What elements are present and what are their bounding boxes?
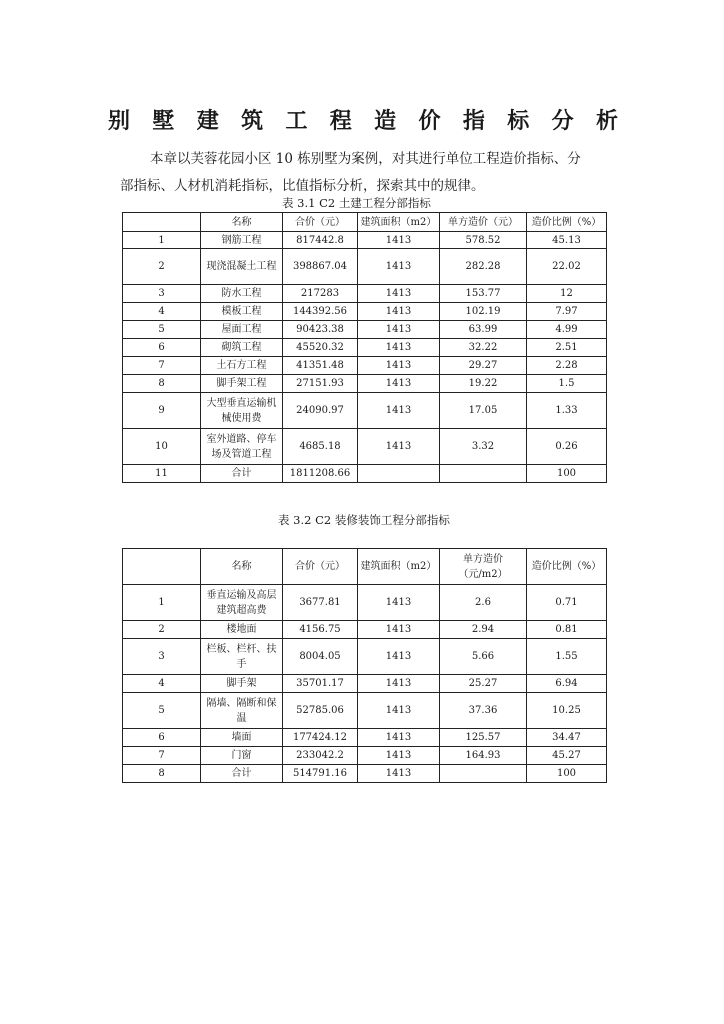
table-cell: 1413 [358,585,440,621]
table-cell: 防水工程 [201,285,283,303]
table-row [123,765,607,783]
intro-line-2: 部指标、人材机消耗指标，比值指标分析，探索其中的规律。 [120,178,485,194]
table-cell: 37.36 [440,693,527,729]
table-cell: 153.77 [440,285,527,303]
table-cell: 34.47 [527,729,607,747]
table-cell: 1.33 [527,393,607,429]
title-char: 指 [462,108,485,134]
table-cell: 6.94 [527,675,607,693]
table-cell: 41351.48 [283,357,358,375]
column-header: 合价（元） [283,213,358,232]
table-cell: 10.25 [527,693,607,729]
table-cell: 1413 [358,357,440,375]
table-cell: 7 [123,357,201,375]
table-cell: 4156.75 [283,621,358,639]
title-char: 价 [418,108,441,134]
table-cell: 29.27 [440,357,527,375]
table-cell: 0.71 [527,585,607,621]
table-cell: 398867.04 [283,249,358,285]
table-row [123,232,607,249]
table-cell: 12 [527,285,607,303]
table-cell: 4685.18 [283,429,358,465]
table-cell: 0.81 [527,621,607,639]
table-row [123,357,607,375]
table-cell: 217283 [283,285,358,303]
table-cell: 脚手架 [201,675,283,693]
table-cell: 3 [123,639,201,675]
table-cell: 脚手架工程 [201,375,283,393]
table-decoration-works [122,548,607,783]
title-char: 别 [108,108,131,134]
table-cell: 钢筋工程 [201,232,283,249]
column-header: 单方造价（元） [440,213,527,232]
title-char: 墅 [152,108,175,134]
title-char: 析 [595,108,618,134]
table-cell: 514791.16 [283,765,358,783]
table-cell: 1 [123,585,201,621]
table-cell: 模板工程 [201,303,283,321]
table-cell: 1413 [358,339,440,357]
table-cell: 6 [123,729,201,747]
table-cell: 3 [123,285,201,303]
table1-caption: 表 3.1 C2 土建工程分部指标 [282,196,431,210]
table-civil-works [122,212,607,483]
table-cell: 1413 [358,321,440,339]
table-cell: 282.28 [440,249,527,285]
table-cell: 墙面 [201,729,283,747]
table-cell: 10 [123,429,201,465]
table-cell: 1413 [358,729,440,747]
table-row [123,393,607,429]
table-cell: 0.26 [527,429,607,465]
table-row [123,675,607,693]
table-cell: 屋面工程 [201,321,283,339]
table-row [123,747,607,765]
title-char: 筑 [241,108,264,134]
table-cell: 2.94 [440,621,527,639]
table-cell: 大型垂直运输机械使用费 [201,393,283,429]
table-row [123,429,607,465]
intro-line-1: 本章以芙蓉花园小区 10 栋别墅为案例，对其进行单位工程造价指标、分 [150,151,581,167]
table-cell: 100 [527,765,607,783]
table-cell: 现浇混凝土工程 [201,249,283,285]
table-cell: 室外道路、停车场及管道工程 [201,429,283,465]
table-cell: 52785.06 [283,693,358,729]
table-cell: 楼地面 [201,621,283,639]
table-cell: 817442.8 [283,232,358,249]
table-cell: 1413 [358,639,440,675]
column-header: 合价（元） [283,549,358,585]
table-cell: 125.57 [440,729,527,747]
table-cell: 门窗 [201,747,283,765]
table-cell: 27151.93 [283,375,358,393]
column-header: 名称 [201,213,283,232]
table-cell: 90423.38 [283,321,358,339]
table-cell: 1413 [358,621,440,639]
table-cell: 45.13 [527,232,607,249]
table-cell: 1811208.66 [283,465,358,483]
table-cell: 8004.05 [283,639,358,675]
table-cell [358,465,440,483]
table-cell: 25.27 [440,675,527,693]
table-cell: 5 [123,321,201,339]
column-header: 造价比例（%） [527,549,607,585]
table-row [123,621,607,639]
table-row [123,285,607,303]
table-cell: 2 [123,621,201,639]
column-header: 名称 [201,549,283,585]
table-cell: 2.28 [527,357,607,375]
table2-caption: 表 3.2 C2 装修装饰工程分部指标 [278,513,450,527]
table-cell: 164.93 [440,747,527,765]
table-cell: 垂直运输及高层建筑超高费 [201,585,283,621]
table-cell: 102.19 [440,303,527,321]
title-char: 分 [551,108,574,134]
table-cell: 7.97 [527,303,607,321]
table-cell: 1413 [358,393,440,429]
table-cell: 45.27 [527,747,607,765]
table-cell: 合计 [201,465,283,483]
table-cell: 合计 [201,765,283,783]
table-cell: 9 [123,393,201,429]
table-cell [440,465,527,483]
table-cell: 2 [123,249,201,285]
title-char: 程 [329,108,352,134]
table-cell: 1413 [358,747,440,765]
table-cell: 1.55 [527,639,607,675]
table-row [123,375,607,393]
table-cell: 隔墙、隔断和保温 [201,693,283,729]
table-cell: 45520.32 [283,339,358,357]
title-char: 工 [285,108,308,134]
table-cell: 5.66 [440,639,527,675]
table-row [123,693,607,729]
table-row [123,639,607,675]
column-header: 造价比例（%） [527,213,607,232]
table-cell: 32.22 [440,339,527,357]
table-cell: 144392.56 [283,303,358,321]
title-char: 建 [196,108,219,134]
table-cell [440,765,527,783]
table-cell: 8 [123,765,201,783]
table-cell: 6 [123,339,201,357]
table-cell: 土石方工程 [201,357,283,375]
table-cell: 1413 [358,375,440,393]
table-row [123,303,607,321]
table-row [123,249,607,285]
table-row [123,585,607,621]
table-row [123,339,607,357]
page-title [108,104,618,135]
table-cell: 4 [123,675,201,693]
title-char: 造 [374,108,397,134]
column-header: 建筑面积（m2） [358,213,440,232]
column-header [123,549,201,585]
table-cell: 1413 [358,285,440,303]
table-cell: 3.32 [440,429,527,465]
table-row [123,321,607,339]
title-char: 标 [507,108,530,134]
intro-paragraph [120,146,606,200]
table-cell: 2.6 [440,585,527,621]
table-cell: 19.22 [440,375,527,393]
table-cell: 1413 [358,675,440,693]
table-cell: 8 [123,375,201,393]
table-cell: 24090.97 [283,393,358,429]
table-row [123,465,607,483]
table-cell: 砌筑工程 [201,339,283,357]
table-cell: 1 [123,232,201,249]
table-cell: 578.52 [440,232,527,249]
table-cell: 栏板、栏杆、扶手 [201,639,283,675]
column-header [123,213,201,232]
header-row [123,549,607,585]
table-cell: 1.5 [527,375,607,393]
table-row [123,729,607,747]
table-cell: 100 [527,465,607,483]
table-cell: 11 [123,465,201,483]
table-cell: 35701.17 [283,675,358,693]
table-cell: 1413 [358,693,440,729]
table-cell: 4.99 [527,321,607,339]
table-cell: 1413 [358,232,440,249]
table-cell: 63.99 [440,321,527,339]
table-cell: 4 [123,303,201,321]
table-cell: 233042.2 [283,747,358,765]
table-cell: 22.02 [527,249,607,285]
table-cell: 5 [123,693,201,729]
header-row [123,213,607,232]
table-cell: 1413 [358,429,440,465]
table-cell: 7 [123,747,201,765]
table-cell: 1413 [358,765,440,783]
table-cell: 1413 [358,249,440,285]
table-cell: 177424.12 [283,729,358,747]
column-header: 单方造价（元/m2） [440,549,527,585]
table-cell: 1413 [358,303,440,321]
table-cell: 17.05 [440,393,527,429]
table-cell: 3677.81 [283,585,358,621]
table-cell: 2.51 [527,339,607,357]
column-header: 建筑面积（m2） [358,549,440,585]
